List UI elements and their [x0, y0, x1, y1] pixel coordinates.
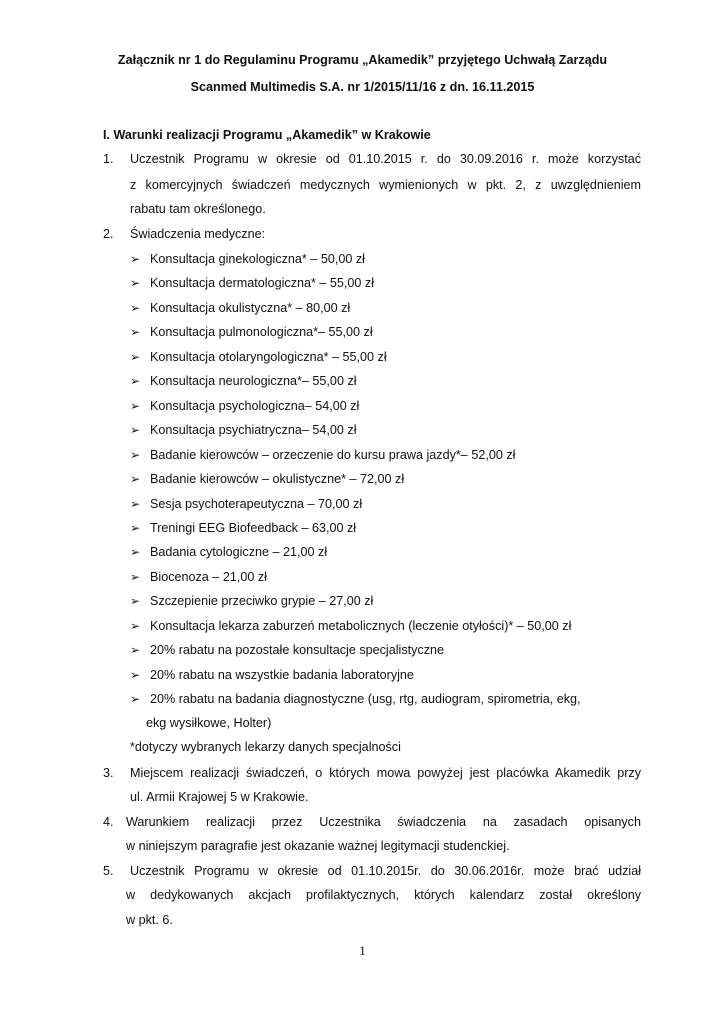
list-item [130, 374, 357, 392]
item-1-line-1: Uczestnik Programu w okresie od 01.10.2015 r. do 30.09.2016 r. może korzystać [130, 152, 641, 166]
arrow-bullet-icon: ➢ [130, 521, 141, 535]
arrow-bullet-icon: ➢ [130, 252, 141, 266]
header-line-1: Załącznik nr 1 do Regulaminu Programu „Akamedik” przyjętego Uchwałą Zarządu [117, 53, 608, 67]
arrow-bullet-icon: ➢ [130, 276, 141, 290]
arrow-bullet-icon: ➢ [130, 619, 141, 633]
list-item-text: Konsultacja ginekologiczna* – 50,00 zł [150, 252, 365, 266]
list-item [130, 472, 404, 490]
list-item-text: Badanie kierowców – orzeczenie do kursu prawa jazdy*– 52,00 zł [150, 448, 516, 462]
list-item-text: Sesja psychoterapeutyczna – 70,00 zł [150, 497, 363, 511]
item-1-line-2: z komercyjnych świadczeń medycznych wymienionych w pkt. 2, z uwzględnieniem [130, 178, 641, 192]
list-item-text: Konsultacja psychologiczna– 54,00 zł [150, 399, 360, 413]
list-item [130, 325, 373, 343]
header-line-2: Scanmed Multimedis S.A. nr 1/2015/11/16 z dn. 16.11.2015 [190, 80, 535, 94]
list-item [130, 276, 374, 294]
item-1-number: 1. [103, 152, 114, 166]
arrow-bullet-icon: ➢ [130, 545, 141, 559]
arrow-bullet-icon: ➢ [130, 423, 141, 437]
list-item [130, 545, 327, 563]
list-item [130, 521, 356, 539]
list-item-text: Konsultacja dermatologiczna* – 55,00 zł [150, 276, 375, 290]
arrow-bullet-icon: ➢ [130, 350, 141, 364]
list-item-text: 20% rabatu na pozostałe konsultacje specjalistyczne [150, 643, 445, 657]
list-item [130, 399, 359, 417]
list-item [130, 423, 357, 441]
arrow-bullet-icon: ➢ [130, 325, 141, 339]
list-item-text: Konsultacja pulmonologiczna*– 55,00 zł [150, 325, 373, 339]
list-item-text: 20% rabatu na wszystkie badania laboratoryjne [150, 668, 414, 682]
list-item [130, 497, 362, 515]
item-5-number: 5. [103, 864, 114, 878]
item-3-number: 3. [103, 766, 114, 780]
list-item [130, 594, 373, 612]
arrow-bullet-icon: ➢ [130, 668, 141, 682]
list-item [130, 301, 350, 319]
arrow-bullet-icon: ➢ [130, 497, 141, 511]
list-item [130, 692, 581, 710]
item-1-line-3: rabatu tam określonego. [130, 202, 266, 216]
arrow-bullet-icon: ➢ [130, 594, 141, 608]
list-item-text: Szczepienie przeciwko grypie – 27,00 zł [150, 594, 374, 608]
list-item-text: Badanie kierowców – okulistyczne* – 72,00 zł [150, 472, 405, 486]
footnote: *dotyczy wybranych lekarzy danych specjalności [130, 740, 401, 754]
arrow-bullet-icon: ➢ [130, 374, 141, 388]
item-4-line-1: Warunkiem realizacji przez Uczestnika świadczenia na zasadach opisanych [126, 815, 641, 829]
item-2-heading: Świadczenia medyczne: [130, 227, 266, 241]
list-item [130, 570, 267, 588]
item-5-line-3: w pkt. 6. [126, 913, 173, 927]
list-item [130, 668, 414, 686]
item-5-line-2: w dedykowanych akcjach profilaktycznych, których kalendarz został określony [126, 888, 641, 902]
list-item-text: Treningi EEG Biofeedback – 63,00 zł [150, 521, 357, 535]
arrow-bullet-icon: ➢ [130, 472, 141, 486]
list-item [130, 252, 365, 270]
item-4-number: 4. [103, 815, 114, 829]
list-item-text: Konsultacja neurologiczna*– 55,00 zł [150, 374, 357, 388]
item-4-line-2: w niniejszym paragrafie jest okazanie ważnej legitymacji studenckiej. [126, 839, 510, 853]
item-3-line-1: Miejscem realizacji świadczeń, o których mowa powyżej jest placówka Akamedik przy [130, 766, 641, 780]
arrow-bullet-icon: ➢ [130, 570, 141, 584]
list-item [130, 643, 444, 661]
item-2-number: 2. [103, 227, 114, 241]
list-item-text: Biocenoza – 21,00 zł [150, 570, 267, 584]
list-item-text: Badania cytologiczne – 21,00 zł [150, 545, 328, 559]
item-5-line-1: Uczestnik Programu w okresie od 01.10.2015r. do 30.06.2016r. może brać udział [130, 864, 641, 878]
list-item-continuation: ekg wysiłkowe, Holter) [146, 716, 272, 730]
list-item-text: 20% rabatu na badania diagnostyczne (usg, rtg, audiogram, spirometria, ekg, [150, 692, 581, 706]
list-item-text: Konsultacja okulistyczna* – 80,00 zł [150, 301, 351, 315]
arrow-bullet-icon: ➢ [130, 692, 141, 706]
page-number: 1 [359, 943, 366, 958]
list-item-text: Konsultacja otolaryngologiczna* – 55,00 zł [150, 350, 387, 364]
arrow-bullet-icon: ➢ [130, 643, 141, 657]
arrow-bullet-icon: ➢ [130, 448, 141, 462]
section-title: I. Warunki realizacji Programu „Akamedik” w Krakowie [103, 128, 431, 142]
list-item-text: Konsultacja psychiatryczna– 54,00 zł [150, 423, 357, 437]
arrow-bullet-icon: ➢ [130, 301, 141, 315]
list-item [130, 448, 515, 466]
list-item [130, 619, 571, 637]
arrow-bullet-icon: ➢ [130, 399, 141, 413]
item-3-line-2: ul. Armii Krajowej 5 w Krakowie. [130, 790, 309, 804]
list-item-text: Konsultacja lekarza zaburzeń metabolicznych (leczenie otyłości)* – 50,00 zł [150, 619, 572, 633]
list-item [130, 350, 387, 368]
